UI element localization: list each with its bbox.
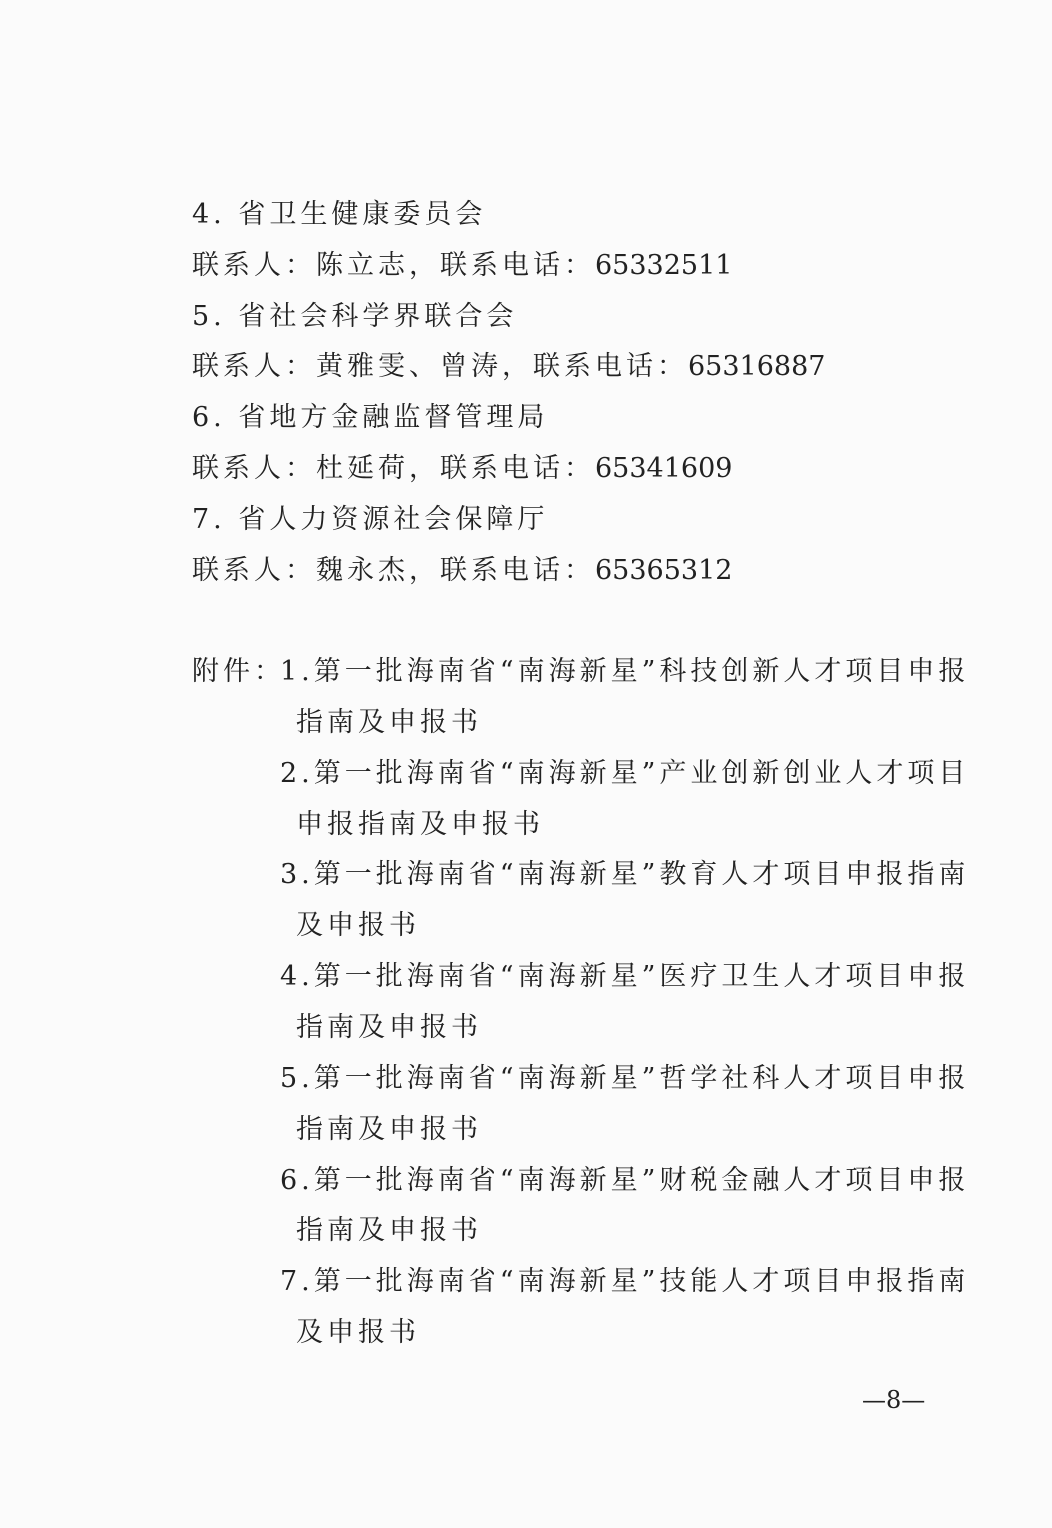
attachment-item-line2: 指南及申报书 <box>296 1215 482 1246</box>
contact-line <box>192 249 732 283</box>
phone-number: 65332511 <box>595 250 733 281</box>
attachment-item-line1: 3.第一批海南省“南海新星”教育人才项目申报指南 <box>280 859 970 890</box>
attachment-item-line2: 及申报书 <box>296 910 420 941</box>
attachment-item-line1: 2.第一批海南省“南海新星”产业创新创业人才项目 <box>280 758 970 789</box>
org-heading: 7. 省人力资源社会保障厅 <box>192 504 549 535</box>
phone-number: 65341609 <box>595 453 733 484</box>
attachment-item-line2: 指南及申报书 <box>296 707 482 738</box>
phone-number: 65365312 <box>595 555 733 586</box>
attachment-item-line2: 申报指南及申报书 <box>296 809 544 840</box>
attachment-item-line2: 及申报书 <box>296 1317 420 1348</box>
attachment-item-line1: 7.第一批海南省“南海新星”技能人才项目申报指南 <box>280 1266 970 1297</box>
contact-text: 联系人：陈立志，联系电话： <box>192 250 595 281</box>
org-heading: 4. 省卫生健康委员会 <box>192 199 487 230</box>
contact-text: 联系人：杜延荷，联系电话： <box>192 453 595 484</box>
phone-number: 65316887 <box>688 351 826 382</box>
org-heading: 6. 省地方金融监督管理局 <box>192 402 549 433</box>
contact-line <box>192 554 732 588</box>
org-heading: 5. 省社会科学界联合会 <box>192 301 518 332</box>
attachment-item-line1: 5.第一批海南省“南海新星”哲学社科人才项目申报 <box>280 1063 970 1094</box>
attachments-label: 附件： <box>192 656 285 687</box>
contact-line <box>192 452 732 486</box>
contact-text: 联系人：魏永杰，联系电话： <box>192 555 595 586</box>
attachment-item-line1: 6.第一批海南省“南海新星”财税金融人才项目申报 <box>280 1165 970 1196</box>
attachment-item-line1: 4.第一批海南省“南海新星”医疗卫生人才项目申报 <box>280 961 970 992</box>
attachment-item-line2: 指南及申报书 <box>296 1012 482 1043</box>
attachment-item-line1: 1.第一批海南省“南海新星”科技创新人才项目申报 <box>280 656 970 687</box>
page-number: —8— <box>862 1386 926 1414</box>
attachment-item-line2: 指南及申报书 <box>296 1114 482 1145</box>
contact-text: 联系人：黄雅雯、曾涛，联系电话： <box>192 351 688 382</box>
contact-line <box>192 350 825 384</box>
